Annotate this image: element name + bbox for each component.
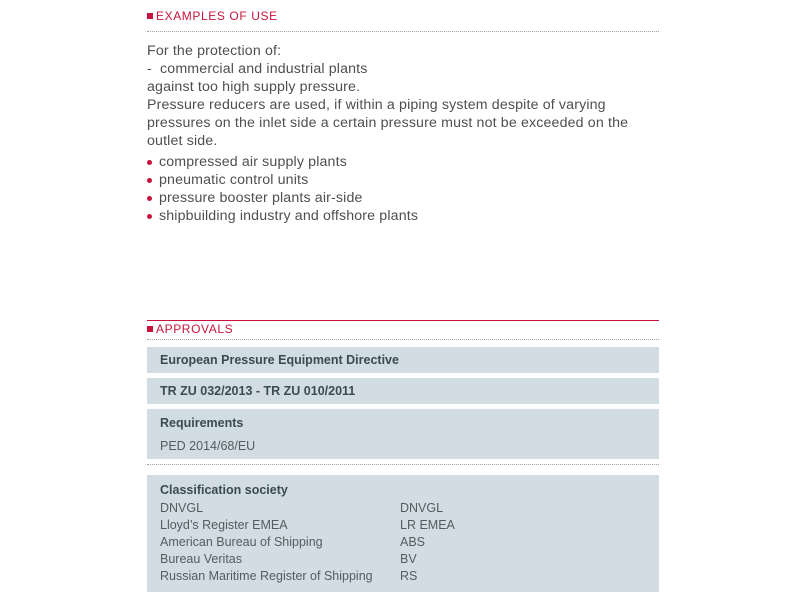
requirements-title: Requirements: [160, 416, 244, 430]
ped-title: European Pressure Equipment Directive: [160, 353, 399, 367]
examples-body: [147, 42, 667, 150]
tr-box: [147, 378, 659, 404]
society-code: DNVGL: [400, 501, 444, 515]
classification-box: [147, 475, 659, 592]
list-item: shipbuilding industry and offshore plants: [147, 207, 667, 225]
society-name: Bureau Veritas: [160, 552, 242, 566]
dotted-divider: [147, 464, 659, 465]
table-row: [160, 534, 455, 551]
classification-title: Classification society: [160, 483, 288, 497]
red-dot-bullet-icon: [147, 214, 152, 219]
examples-paragraph: against too high supply pressure.: [147, 79, 361, 95]
square-bullet-icon: [147, 13, 153, 19]
list-item: pressure booster plants air-side: [147, 189, 667, 207]
table-row: [160, 500, 455, 517]
table-row: [160, 568, 455, 585]
classification-table: [160, 500, 455, 585]
society-code: RS: [400, 569, 418, 583]
examples-heading-text: EXAMPLES OF USE: [156, 9, 278, 23]
society-name: DNVGL: [160, 501, 204, 515]
tr-title: TR ZU 032/2013 - TR ZU 010/2011: [160, 384, 356, 398]
society-code: BV: [400, 552, 417, 566]
list-item: pneumatic control units: [147, 171, 667, 189]
society-name: Lloyd’s Register EMEA: [160, 518, 288, 532]
requirements-box: [147, 409, 659, 459]
society-name: American Bureau of Shipping: [160, 535, 323, 549]
society-code: ABS: [400, 535, 426, 549]
examples-of-use-heading: [147, 9, 659, 32]
table-row: [160, 551, 455, 568]
examples-paragraph: - commercial and industrial plants: [147, 61, 368, 77]
society-code: LR EMEA: [400, 518, 455, 532]
approvals-heading-text: APPROVALS: [156, 322, 234, 336]
list-item: compressed air supply plants: [147, 153, 667, 171]
red-dot-bullet-icon: [147, 178, 152, 183]
requirements-value: PED 2014/68/EU: [160, 439, 256, 453]
examples-bullet-list: [147, 153, 667, 225]
society-name: Russian Maritime Register of Shipping: [160, 569, 373, 583]
approvals-heading: [147, 320, 659, 340]
red-dot-bullet-icon: [147, 196, 152, 201]
table-row: [160, 517, 455, 534]
examples-paragraph: For the protection of:: [147, 43, 282, 59]
examples-paragraph: Pressure reducers are used, if within a piping system despite of varying pressures on the inlet side a certain pressure must not be exceeded on the outlet side.: [147, 97, 629, 149]
ped-box: [147, 347, 659, 373]
square-bullet-icon: [147, 326, 153, 332]
red-dot-bullet-icon: [147, 160, 152, 165]
